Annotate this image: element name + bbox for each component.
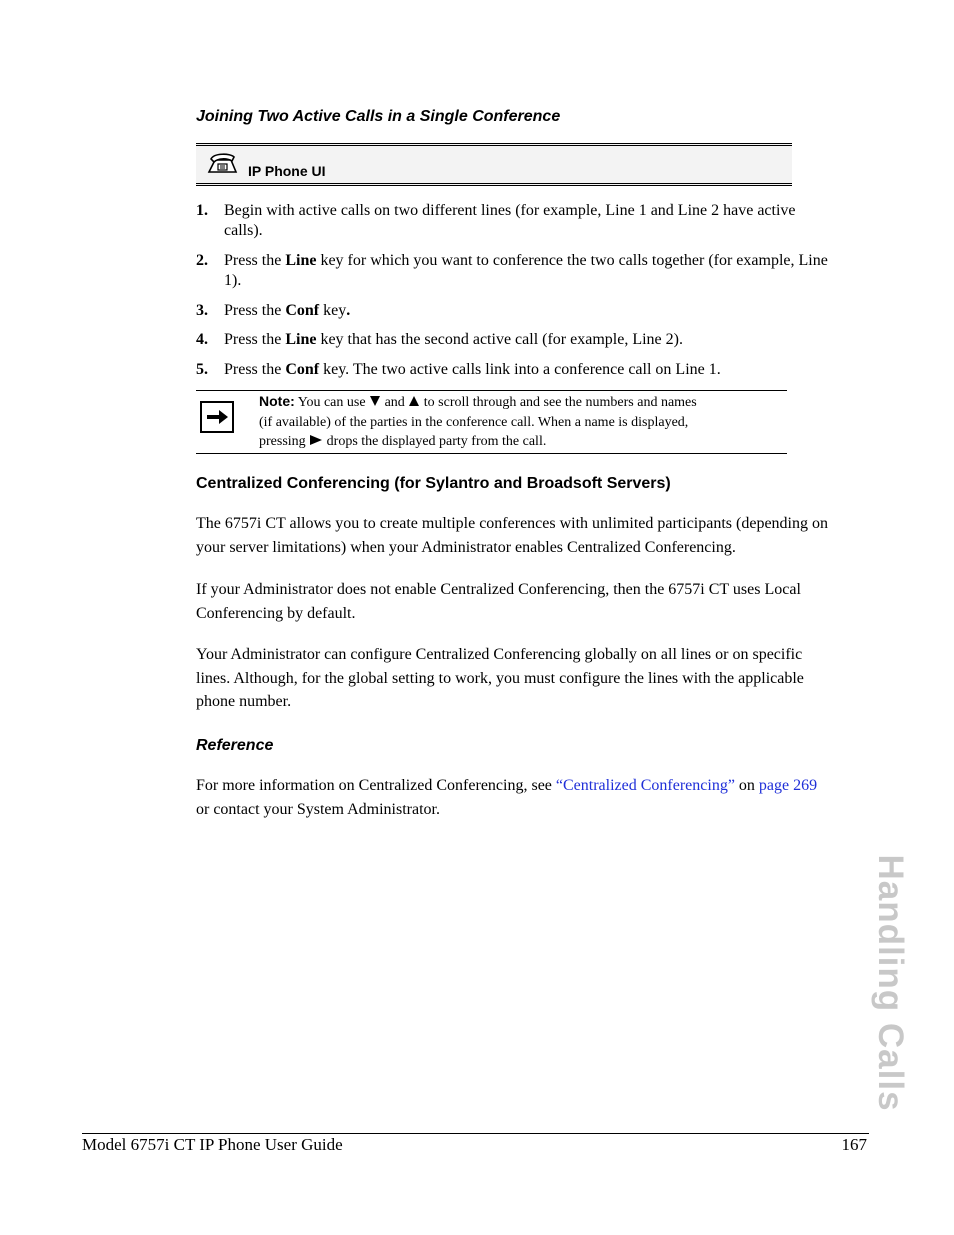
step-1 [196, 201, 876, 241]
note-label: Note: [259, 393, 295, 409]
step-text: Begin with active calls on two different lines (for example, Line 1 and Line 2 have active [224, 202, 796, 219]
step-number: 3. [196, 302, 208, 319]
chapter-side-tab [853, 854, 927, 1112]
footer-rule [82, 1133, 869, 1134]
phone-icon [205, 152, 239, 181]
page-269-link[interactable]: page 269 [758, 777, 818, 794]
step-text: Press the Line key for which you want to conference the two calls together (for example, Line [224, 252, 828, 269]
right-arrow-icon [309, 433, 323, 452]
arrow-right-icon [200, 401, 234, 438]
step-text: Press the Conf key. The two active calls link into a conference call on Line 1. [224, 361, 721, 378]
step-text: Press the Line key that has the second active call (for example, Line 2). [224, 331, 683, 348]
step-number: 5. [196, 361, 208, 378]
paragraph-2 [196, 578, 886, 625]
ip-phone-ui-label: IP Phone UI [248, 163, 326, 179]
up-arrow-icon [408, 394, 420, 413]
paragraph-line: lines. Although, for the global setting to work, you must configure the lines with the applicable [196, 669, 804, 687]
step-3 [196, 301, 876, 321]
note-text: Note: You can use and to scroll through and see the numbers and names (if available) of the parties in the conference call. When a name is displayed, pressing drops the displayed party from the call. [259, 392, 779, 452]
page-number: 167 [841, 1135, 867, 1154]
paragraph-line: Your Administrator can configure Centralized Conferencing globally on all lines or on specific [196, 646, 803, 663]
down-arrow-icon [369, 394, 381, 413]
footer-title: Model 6757i CT IP Phone User Guide [82, 1135, 343, 1154]
paragraph-line: Conferencing by default. [196, 604, 356, 622]
paragraph-line: phone number. [196, 693, 292, 710]
note-box [196, 390, 787, 454]
step-2 [196, 251, 876, 291]
step-number: 2. [196, 252, 208, 269]
reference-paragraph: For more information on Centralized Conferencing, see “Centralized Conferencing” on page 269 or contact your System Administrator. [196, 774, 886, 821]
step-number: 4. [196, 331, 208, 348]
paragraph-line: The 6757i CT allows you to create multiple conferences with unlimited participants (depending on [196, 515, 828, 532]
paragraph-line: your server limitations) when your Administrator enables Centralized Conferencing. [196, 538, 736, 556]
section-title: Joining Two Active Calls in a Single Conference [196, 108, 561, 125]
chapter-side-tab-label: Handling Calls [871, 854, 910, 1112]
reference-heading: Reference [196, 737, 274, 754]
paragraph-line: If your Administrator does not enable Centralized Conferencing, then the 6757i CT uses Local [196, 581, 801, 598]
step-text: 1). [224, 272, 242, 289]
centralized-heading: Centralized Conferencing (for Sylantro and Broadsoft Servers) [196, 475, 671, 492]
step-5 [196, 360, 876, 380]
step-4 [196, 330, 876, 350]
step-text: calls). [224, 222, 263, 239]
paragraph-3 [196, 643, 886, 714]
centralized-conferencing-link[interactable]: “Centralized Conferencing” [555, 777, 735, 794]
step-text: Press the Conf key. [224, 302, 351, 319]
paragraph-line: or contact your System Administrator. [196, 800, 440, 818]
ip-phone-ui-banner [196, 143, 792, 186]
step-number: 1. [196, 202, 208, 219]
note-text-line: (if available) of the parties in the conference call. When a name is displayed, [259, 415, 689, 430]
paragraph-1 [196, 512, 886, 559]
